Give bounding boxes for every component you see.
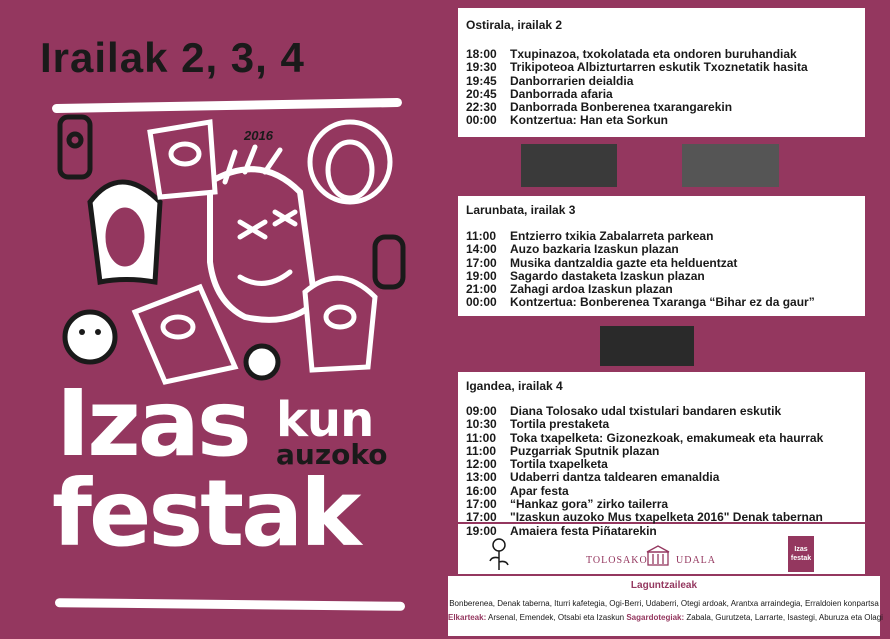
face-bottom-left <box>135 287 235 382</box>
rose-logo-icon <box>485 536 513 572</box>
sponsors-title: Laguntzaileak <box>630 580 698 591</box>
year-label: 2016 <box>244 128 273 143</box>
schedule-sunday <box>466 405 823 538</box>
schedule-row: 11:00 Toka txapelketa: Gizonezkoak, emakumeak eta haurrak <box>466 430 824 445</box>
center-face-drawing <box>210 147 315 320</box>
schedule-saturday <box>466 230 815 310</box>
sagardotegiak-label: Sagardotegiak: <box>626 613 685 622</box>
day-heading-sunday: Igandea, irailak 4 <box>466 379 563 393</box>
schedule-row: 20:45 Danborrada afaria <box>466 86 613 101</box>
schedule-row: 16:00 Apar festa <box>466 483 569 498</box>
sagardotegiak-list: Zabala, Gurutzeta, Larrarte, Isastegi, Aburuza eta Olagi <box>686 613 883 622</box>
face-top-left <box>60 117 90 177</box>
schedule-row: 17:00 “Hankaz gora” zirko tailerra <box>466 497 669 512</box>
mini-logo-line2: festak <box>790 555 812 562</box>
schedule-row: 09:00 Diana Tolosako udal txistulari bandaren eskutik <box>466 404 782 418</box>
schedule-row: 19:00 Sagardo dastaketa Izaskun plazan <box>466 268 705 283</box>
title-auzoko: auzoko <box>276 438 388 471</box>
mini-logo-line1: Izas <box>794 546 808 553</box>
face-right-small <box>375 237 403 287</box>
photo-han-eta-sorkun <box>521 144 617 187</box>
faces-illustration <box>50 112 420 387</box>
dates-heading: Irailak 2, 3, 4 <box>40 34 305 81</box>
face-baby-left <box>65 312 115 362</box>
face-top-middle <box>150 122 215 197</box>
day-heading-friday: Ostirala, irailak 2 <box>466 18 563 32</box>
schedule-row: 10:30 Tortila prestaketa <box>466 417 610 432</box>
title-kun: kun <box>276 392 374 448</box>
schedule-row: 19:30 Trikipoteoa Albizturtarren eskutik Txoznetatik hasita <box>466 60 808 75</box>
schedule-row: 11:00 Entzierro txikia Zabalarreta parkean <box>466 229 714 243</box>
elkarteak-label: Elkarteak: <box>448 613 487 622</box>
tolosa-logo-left-text: TOLOSAKO <box>586 555 648 566</box>
schedule-row: 13:00 Udaberri dantza taldearen emanaldia <box>466 470 720 485</box>
friday-photo-band <box>458 139 865 194</box>
schedule-row: 18:00 Txupinazoa, txokolatada eta ondoren buruhandiak <box>466 47 797 61</box>
schedule-row: 14:00 Auzo bazkaria Izaskun plazan <box>466 242 679 257</box>
tolosa-building-icon <box>645 544 671 568</box>
schedule-friday <box>466 48 808 128</box>
schedule-row: 22:30 Danborrada Bonberenea txarangarekin <box>466 100 733 115</box>
face-long-hair <box>90 182 160 282</box>
photo-sorkun <box>682 144 779 187</box>
title-festak: festak <box>52 460 359 567</box>
face-baby-center <box>246 346 278 378</box>
sponsors-line: Bonberenea, Denak taberna, Iturri kafetegia, Ogi-Berri, Udaberri, Otegi ardoak, Arantxa arraindegia, Erraldoien konpartsa <box>449 599 879 608</box>
schedule-row: 11:00 Puzgarriak Sputnik plazan <box>466 443 660 458</box>
schedule-row: 21:00 Zahagi ardoa Izaskun plazan <box>466 282 673 297</box>
schedule-row: 19:00 Amaiera festa Piñatarekin <box>466 523 657 538</box>
schedule-row: 17:00 "Izaskun auzoko Mus txapelketa 2016" Denak tabernan <box>466 510 823 525</box>
schedule-row: 19:45 Danborrarien deialdia <box>466 73 634 88</box>
tolosa-logo-right-text: UDALA <box>676 555 716 566</box>
day-heading-saturday: Larunbata, irailak 3 <box>466 203 576 217</box>
schedule-row: 17:00 Musika dantzaldia gazte eta helduentzat <box>466 255 738 270</box>
photo-bonberenea-txaranga <box>600 326 694 366</box>
schedule-row: 12:00 Tortila txapelketa <box>466 457 608 472</box>
festak-mini-logo <box>788 536 814 572</box>
schedule-row: 00:00 Kontzertua: Han eta Sorkun <box>466 113 669 128</box>
elkarteak-list: Arsenal, Emendek, Otsabi eta Izaskun <box>488 613 625 622</box>
face-bottom-right <box>305 278 375 370</box>
schedule-row: 00:00 Kontzertua: Bonberenea Txaranga “Bihar ez da gaur” <box>466 295 815 310</box>
title-izas: Izas <box>56 370 249 477</box>
sponsors-line-2 <box>448 613 883 622</box>
face-curly <box>310 122 390 202</box>
